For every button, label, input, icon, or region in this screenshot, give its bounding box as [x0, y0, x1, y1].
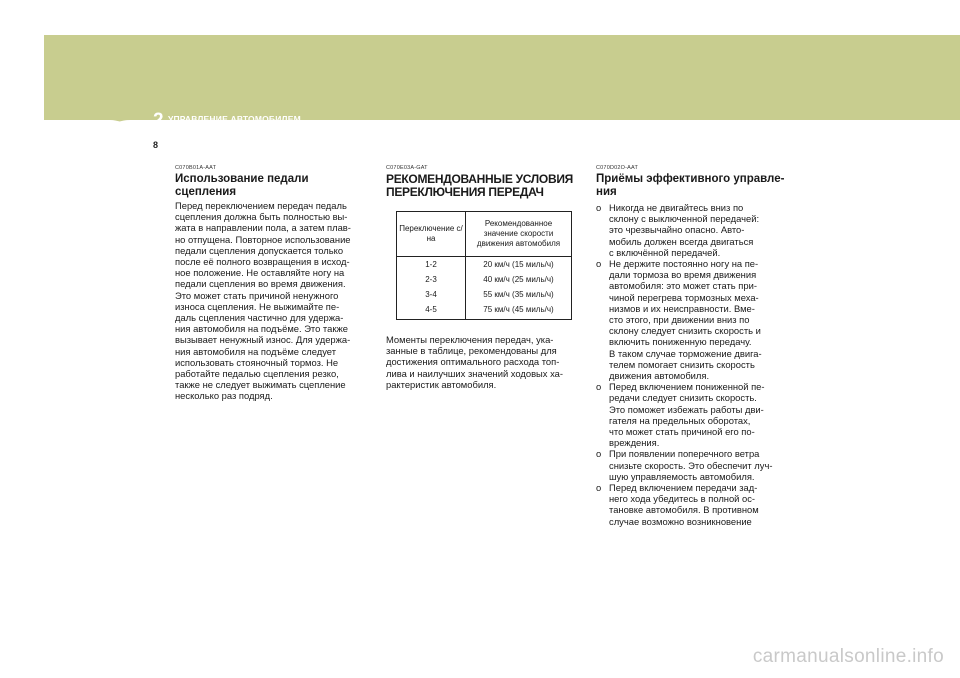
table-cell-speed: 20 км/ч (15 миль/ч)	[466, 257, 572, 273]
heading-line: ния	[596, 185, 617, 198]
page-number: 8	[153, 140, 159, 150]
table-cell-shift: 1-2	[397, 257, 466, 273]
text-line: телем помогает снизить скорость	[609, 358, 755, 370]
table-cell-shift: 4-5	[397, 302, 466, 320]
table-cell-speed: 75 км/ч (45 миль/ч)	[466, 302, 572, 320]
text-line: с включённой передачей.	[609, 246, 721, 258]
list-item	[596, 448, 786, 482]
bullet-marker: o	[596, 381, 602, 393]
text-line: шую управляемость автомобиля.	[609, 470, 755, 482]
text-line: дали тормоза во время движения	[609, 269, 757, 281]
section-heading	[596, 173, 786, 198]
table-row	[397, 272, 572, 287]
table-cell-speed: 40 км/ч (25 миль/ч)	[466, 272, 572, 287]
text-line: Моменты переключения передач, ука-	[386, 334, 554, 345]
heading-line: Приёмы эффективного управле-	[596, 173, 785, 185]
text-line: Это может стать причиной ненужного	[175, 289, 339, 301]
text-line: чиной перегрева тормозных меха-	[609, 291, 759, 303]
chapter-title: УПРАВЛЕНИЕ АВТОМОБИЛЕМ	[168, 114, 301, 124]
text-line: ния автомобиля на подъёме. Это также	[175, 323, 348, 335]
bullet-marker: o	[596, 448, 602, 460]
section-code: C070E03A-GAT	[386, 165, 428, 171]
text-line: занные в таблице, рекомендованы для	[386, 345, 557, 357]
text-line: но отпущена. Повторное использование	[175, 233, 351, 245]
text-line: низмов и их неисправности. Вме-	[609, 302, 755, 314]
text-line: Никогда не двигайтесь вниз по	[609, 202, 744, 213]
text-line: вызывает ненужный износ. Для удержа-	[175, 334, 351, 346]
text-line: ное положение. Не оставляйте ногу на	[175, 267, 345, 279]
text-line: автомобиля: это может стать при-	[609, 280, 757, 292]
text-line: В таком случае торможение двига-	[609, 347, 762, 359]
text-line: лива и наилучших значений ходовых ха-	[386, 367, 564, 379]
text-line: что может стать причиной его по-	[609, 426, 755, 438]
heading-line: ПЕРЕКЛЮЧЕНИЯ ПЕРЕДАЧ	[386, 185, 544, 199]
table-row	[397, 257, 572, 273]
text-line: При появлении поперечного ветра	[609, 448, 760, 460]
list-item	[596, 258, 786, 381]
table-cell-shift: 3-4	[397, 287, 466, 302]
text-line: него хода убедитесь в полной ос-	[609, 493, 756, 505]
text-line: Перед переключением передач педаль	[175, 200, 347, 211]
text-line: работайте педалью сцепления резко,	[175, 368, 339, 380]
section-heading	[386, 173, 576, 199]
table-header-speed: Рекомендованное значение скорости движения автомобиля	[466, 212, 572, 257]
text-line: Это поможет избежать работы дви-	[609, 403, 764, 415]
text-line: мобиль должен всегда двигаться	[609, 235, 754, 247]
text-line: гателя на предельных оборотах,	[609, 414, 751, 426]
chapter-number: 2	[153, 110, 164, 131]
table-cell-speed: 55 км/ч (35 миль/ч)	[466, 287, 572, 302]
shift-speed-table	[396, 211, 572, 320]
text-line: даль сцепления частично для удержа-	[175, 312, 344, 324]
text-line: это чрезвычайно опасно. Авто-	[609, 224, 745, 236]
list-item	[596, 381, 786, 448]
column-shift-conditions	[386, 165, 576, 390]
heading-line: РЕКОМЕНДОВАННЫЕ УСЛОВИЯ	[386, 172, 573, 186]
text-line: педали сцепления допускается только	[175, 244, 344, 256]
text-line: снизьте скорость. Это обеспечит луч-	[609, 459, 773, 471]
text-line: склону с выключенной передачей:	[609, 213, 760, 225]
text-line: сто этого, при движении вниз по	[609, 314, 750, 326]
column-clutch-pedal	[175, 165, 365, 402]
text-line: склону следует снизить скорость и	[609, 325, 761, 337]
text-line: рактеристик автомобиля.	[386, 378, 497, 390]
text-line: редачи следует снизить скорость.	[609, 392, 757, 404]
section-code: C070D02O-AAT	[596, 165, 639, 171]
bullet-marker: o	[596, 482, 602, 494]
text-line: включить пониженную передачу.	[609, 336, 752, 348]
list-item	[596, 482, 786, 527]
text-line: Не держите постоянно ногу на пе-	[609, 258, 759, 270]
list-item	[596, 202, 786, 258]
watermark: carmanualsonline.info	[752, 646, 944, 667]
text-line: несколько раз подряд.	[175, 390, 273, 402]
text-line: Перед включением передачи зад-	[609, 482, 758, 494]
bullet-marker: o	[596, 202, 602, 213]
text-line: вреждения.	[609, 437, 660, 449]
section-text	[386, 334, 576, 390]
text-line: Перед включением пониженной пе-	[609, 381, 765, 393]
table-row	[397, 287, 572, 302]
text-line: использовать стояночный тормоз. Не	[175, 356, 339, 368]
table-header-row	[397, 212, 572, 257]
text-line: жата в направлении пола, а затем плав-	[175, 222, 351, 234]
text-line: педали сцепления во время движения.	[175, 278, 346, 290]
table-row	[397, 302, 572, 320]
text-line: тановке автомобиля. В противном	[609, 504, 759, 516]
table-cell-shift: 2-3	[397, 272, 466, 287]
section-text	[175, 200, 365, 402]
text-line: износа сцепления. Не выжимайте пе-	[175, 300, 340, 312]
text-line: сцепления должна быть полностью вы-	[175, 211, 348, 223]
tips-list	[596, 202, 786, 527]
text-line: движения автомобиля.	[609, 370, 710, 382]
text-line: также не следует выжимать сцепление	[175, 379, 346, 391]
text-line: ния автомобиля на подъёме следует	[175, 345, 336, 357]
text-line: случае возможно возникновение	[609, 515, 752, 527]
bullet-marker: o	[596, 258, 602, 270]
table-header-shift: Переключение с/на	[397, 212, 466, 257]
section-heading: Использование педали сцепления	[175, 173, 309, 198]
section-code: C070B01A-AAT	[175, 165, 217, 171]
column-efficient-driving	[596, 165, 786, 527]
text-line: после её полного возвращения в исход-	[175, 256, 350, 268]
text-line: достижения оптимального расхода топ-	[386, 356, 560, 368]
